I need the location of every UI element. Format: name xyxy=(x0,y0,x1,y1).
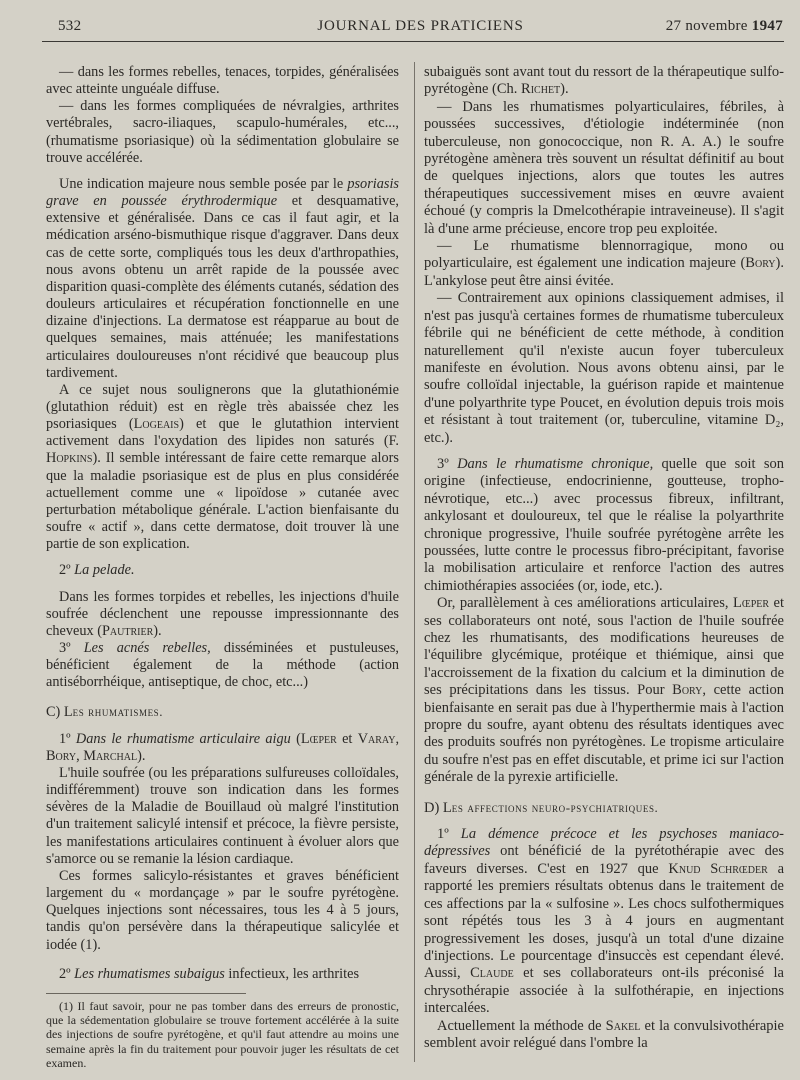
section-heading xyxy=(424,799,784,817)
author-name: Knud Schrœder xyxy=(668,860,768,877)
emphasis: Dans le rhumatisme chronique, xyxy=(457,455,654,472)
heading-text: es affections neuro-psychiatriques. xyxy=(451,799,659,815)
text-run: ). xyxy=(137,747,146,764)
paragraph: — Contrairement aux opinions classiquement admises, il n'est pas jusqu'à certaines formes de rhumatisme tuberculeux fébrile qui ne bénéficient de cette méthode, à condition naturellement qu'il n'existe aucun foyer tuberculeux manifeste en évolution. Nous avons obtenu ainsi, par le soufre colloïdal injectable, la guérison rapide et maintenue d'une polyarthrite type Poucet, en évolution depuis trois mois et résistant à tout traitement (or, tuberculine, vitamine D₂, etc.). xyxy=(424,290,784,446)
author-name: Bory xyxy=(672,682,703,699)
section-heading xyxy=(46,562,399,579)
heading-number: 1º xyxy=(437,826,461,843)
paragraph xyxy=(46,589,399,640)
paragraph: — dans les formes rebelles, tenaces, torpides, généralisées avec atteinte unguéale diffuse. xyxy=(46,64,399,98)
paragraph: L'huile soufrée (ou les préparations sulfureuses colloïdales, indifféremment) trouve son indication dans les formes sévères de la Maladie de Bouillaud où malgré l'institution d'un traitement salicylé intensif et précoce, la fièvre persiste, les manifestations articulaires continuent à évoluer alors que s'amorce ou se remanie la lésion cardiaque. xyxy=(46,764,399,867)
author-name: Richet xyxy=(521,81,561,98)
column-divider xyxy=(414,62,415,1062)
paragraph xyxy=(46,640,399,691)
author-name: Bory xyxy=(745,255,776,272)
author-name: Logeais xyxy=(133,416,180,433)
paragraph xyxy=(424,456,784,595)
text-run: disséminées et pustuleuses, bénéficient également de la méthode (action antiséborrhéique, antiseptique, de choc, etc...) xyxy=(46,640,399,691)
author-name: Lœper xyxy=(300,730,337,747)
heading-number: 2º xyxy=(59,965,75,982)
page-header xyxy=(58,18,783,38)
paragraph xyxy=(46,382,399,554)
text-run: Une indication majeure nous semble posée par le xyxy=(59,175,348,192)
text-run: quelle que soit son origine (infectieuse, endocrinienne, goutteuse, tropho-névrotique, etc...) avec processus fibreux, infiltrant, ankylosant et douloureux, tel que le réalise la polyarthrite chronique progressive, l'huile soufrée pyrétogène arrête les poussées, lutte contre le processus fibro-précipitant, favorise la mobilisation articulaire et renforce l'action des autres chimiothérapies associées (or, iode, etc.). xyxy=(424,455,784,594)
paragraph xyxy=(424,238,784,290)
text-run: ). xyxy=(153,622,162,639)
author-name: Lœper xyxy=(732,595,770,612)
text-run: A ce sujet nous soulignerons que la glutathionémie (glutathion réduit) est en règle très abaissée chez les psoriasiques ( xyxy=(46,381,399,433)
text-run: et la convulsivothérapie semblent avoir relégué dans l'ombre la xyxy=(424,1017,784,1051)
paragraph: Ces formes salicylo-résistantes et graves bénéficient largement du « mordançage » par le soufre pyrétogène. Quelques injections sont nécessaires, tous les 4 à 5 jours, tandis qu'on persévère dans la thérapeutique salicylée et iodée (1). xyxy=(46,867,399,953)
text-run: Or, parallèlement à ces améliorations articulaires, xyxy=(437,595,733,612)
emphasis: Les rhumatismes subaigus xyxy=(74,965,225,982)
text-run: ). xyxy=(560,81,569,98)
paragraph xyxy=(424,64,784,99)
text-run: — Le rhumatisme blennorragique, mono ou polyarticulaire, est également une indication majeure ( xyxy=(424,238,784,272)
text-run: ( xyxy=(290,730,301,747)
issue-date-day-month: 27 novembre xyxy=(665,18,752,34)
emphasis: psoriasis grave en poussée érythrodermique xyxy=(46,175,399,210)
left-column xyxy=(46,64,399,1070)
text-run: ). L'ankylose peut être ainsi évitée. xyxy=(424,255,784,289)
section-heading xyxy=(46,703,399,721)
paragraph: — Dans les rhumatismes polyarticulaires, fébriles, à poussées successives, d'étiologie indéterminée (non tuberculeuse, non gonococcique, non R. A. A.) le soufre pyrétogène amènera très souvent un résultat définitif au bout de quelques injections, alors que toutes les autres thérapeutiques successivement mises en œuvre avaient échoué (y compris la Dmelcothérapie intraveineuse). Il s'agit là d'une arme précieuse, encore trop peu exploitée. xyxy=(424,98,784,237)
heading-number: 1º xyxy=(59,730,76,747)
text-run: , cette action bienfaisante en serait pas due à l'hyperthermie mais à l'action propre du soufre, ayant obtenu des résultats identiques avec des produits soufrés non pyrétogènes. Le tropisme articulaire du soufre n'est pas en effet discutable, et prime ici sur l'action générale de la pyrexie artificielle. xyxy=(424,682,784,786)
paragraph: — dans les formes compliquées de névralgies, arthrites vertébrales, sacro-iliaques, scapulo-humérales, etc..., (rhumatisme psoriasique) où la sédimentation globulaire se trouve accélérée. xyxy=(46,98,399,166)
text-run: ). Il semble intéressant de faire cette remarque alors que la maladie psoriasique est de plus en plus considérée actuellement comme une « lipoïdose » cutanée avec perturbation métabolique générale. L'action bienfaisante du soufre « actif », dans cette dermatose, doit trouver là une partie de son explication. xyxy=(46,450,399,553)
heading-number: 3º xyxy=(59,640,84,656)
text-run: et desquamative, extensive et généralisée. Dans ce cas il faut agir, et la médication arséno-bismuthique risque d'aggraver. Dans deux cas de cette sorte, compliqués tous les deux d'arthropathies, nous avons obtenu un arrêt rapide de la poussée avec disparition quasi-complète des éléments cutanés, sédation des douleurs articulaires et récupération fonctionnelle en une dizaine d'injections. La dermatose est réapparue au bout de quelques semaines, mais atténuée; les manifestations articulaires douloureuses n'ont récidivé que beaucoup plus tardivement. xyxy=(46,193,399,381)
paragraph xyxy=(424,595,784,786)
issue-date-year: 1947 xyxy=(751,18,783,34)
paragraph xyxy=(46,966,399,983)
author-name: Pautrier xyxy=(101,622,154,639)
emphasis: Dans le rhumatisme articulaire aigu xyxy=(75,730,291,747)
author-name: Claude xyxy=(470,965,514,982)
heading-number: 2º xyxy=(59,562,75,579)
page-number: 532 xyxy=(58,18,82,34)
author-name: Varay, Bory, Marchal xyxy=(46,730,400,764)
author-name: Hopkins xyxy=(46,450,93,467)
heading-letter: D) L xyxy=(424,799,452,816)
heading-letter: C) L xyxy=(46,704,73,721)
paragraph xyxy=(424,1018,784,1053)
journal-title: JOURNAL DES PRATICIENS xyxy=(317,18,524,34)
text-run: ont bénéficié de la pyrétothérapie avec des faveurs diverses. C'est en 1927 que xyxy=(424,843,784,877)
text-run: ) et que le glutathion intervient activement dans l'oxydation des lipides non saturés (F. xyxy=(46,416,399,450)
heading-number: 3º xyxy=(437,455,458,472)
paragraph xyxy=(424,826,784,1017)
text-run: et ses collaborateurs ont noté, sous l'action de l'huile soufrée chez les rhumatisants, des modifications heureuses de l'équilibre glycémique, protéique et thiémique, ainsi que l'accroissement de la fixation du calcium et la diminution de ses précipitations dans les tissus. Pour xyxy=(424,595,784,699)
footnote: (1) Il faut savoir, pour ne pas tomber dans des erreurs de pronostic, que la sédementation globulaire se trouve fortement accélérée à la suite des injections de soufre pyrétogène, et qu'il faut attendre au moins une semaine après la fin du traitement pour pouvoir juger les résultats de cet examen. xyxy=(46,998,399,1070)
text-run: infectieux, les arthrites xyxy=(224,965,360,982)
text-run: Actuellement la méthode de xyxy=(437,1017,606,1034)
text-run: et xyxy=(336,730,358,747)
footnote-rule xyxy=(46,993,246,994)
text-run: et ses collaborateurs ont-ils préconisé la chrysothérapie associée à la sulfothérapie, en injections intercalées. xyxy=(424,965,784,1017)
issue-date xyxy=(666,18,783,35)
heading-text: es rhumatismes. xyxy=(72,704,164,720)
paragraph xyxy=(46,176,399,382)
text-run: Dans les formes torpides et rebelles, les injections d'huile soufrée déclenchent une repousse impressionnante des cheveux ( xyxy=(46,588,399,639)
emphasis: La démence précoce et les psychoses maniaco-dépressives xyxy=(424,826,784,860)
heading-text: La pelade. xyxy=(74,562,135,579)
author-name: Sakel xyxy=(605,1017,641,1034)
text-run: a rapporté les premiers résultats obtenus dans le traitement de ces affections par la « sulfosine ». Les chocs sulfothermiques sont répétés tous les 3 à 4 jours en augmentant progressivement les doses, jusqu'à un total d'une dizaine d'injections. Le pourcentage d'insuccès est cependant élevé. Aussi, xyxy=(424,860,785,982)
header-rule xyxy=(42,41,784,42)
paragraph xyxy=(46,731,399,765)
text-run: subaiguës sont avant tout du ressort de la thérapeutique sulfo-pyrétogène (Ch. xyxy=(424,64,784,98)
emphasis: Les acnés rebelles, xyxy=(83,640,211,656)
right-column xyxy=(424,64,784,1052)
